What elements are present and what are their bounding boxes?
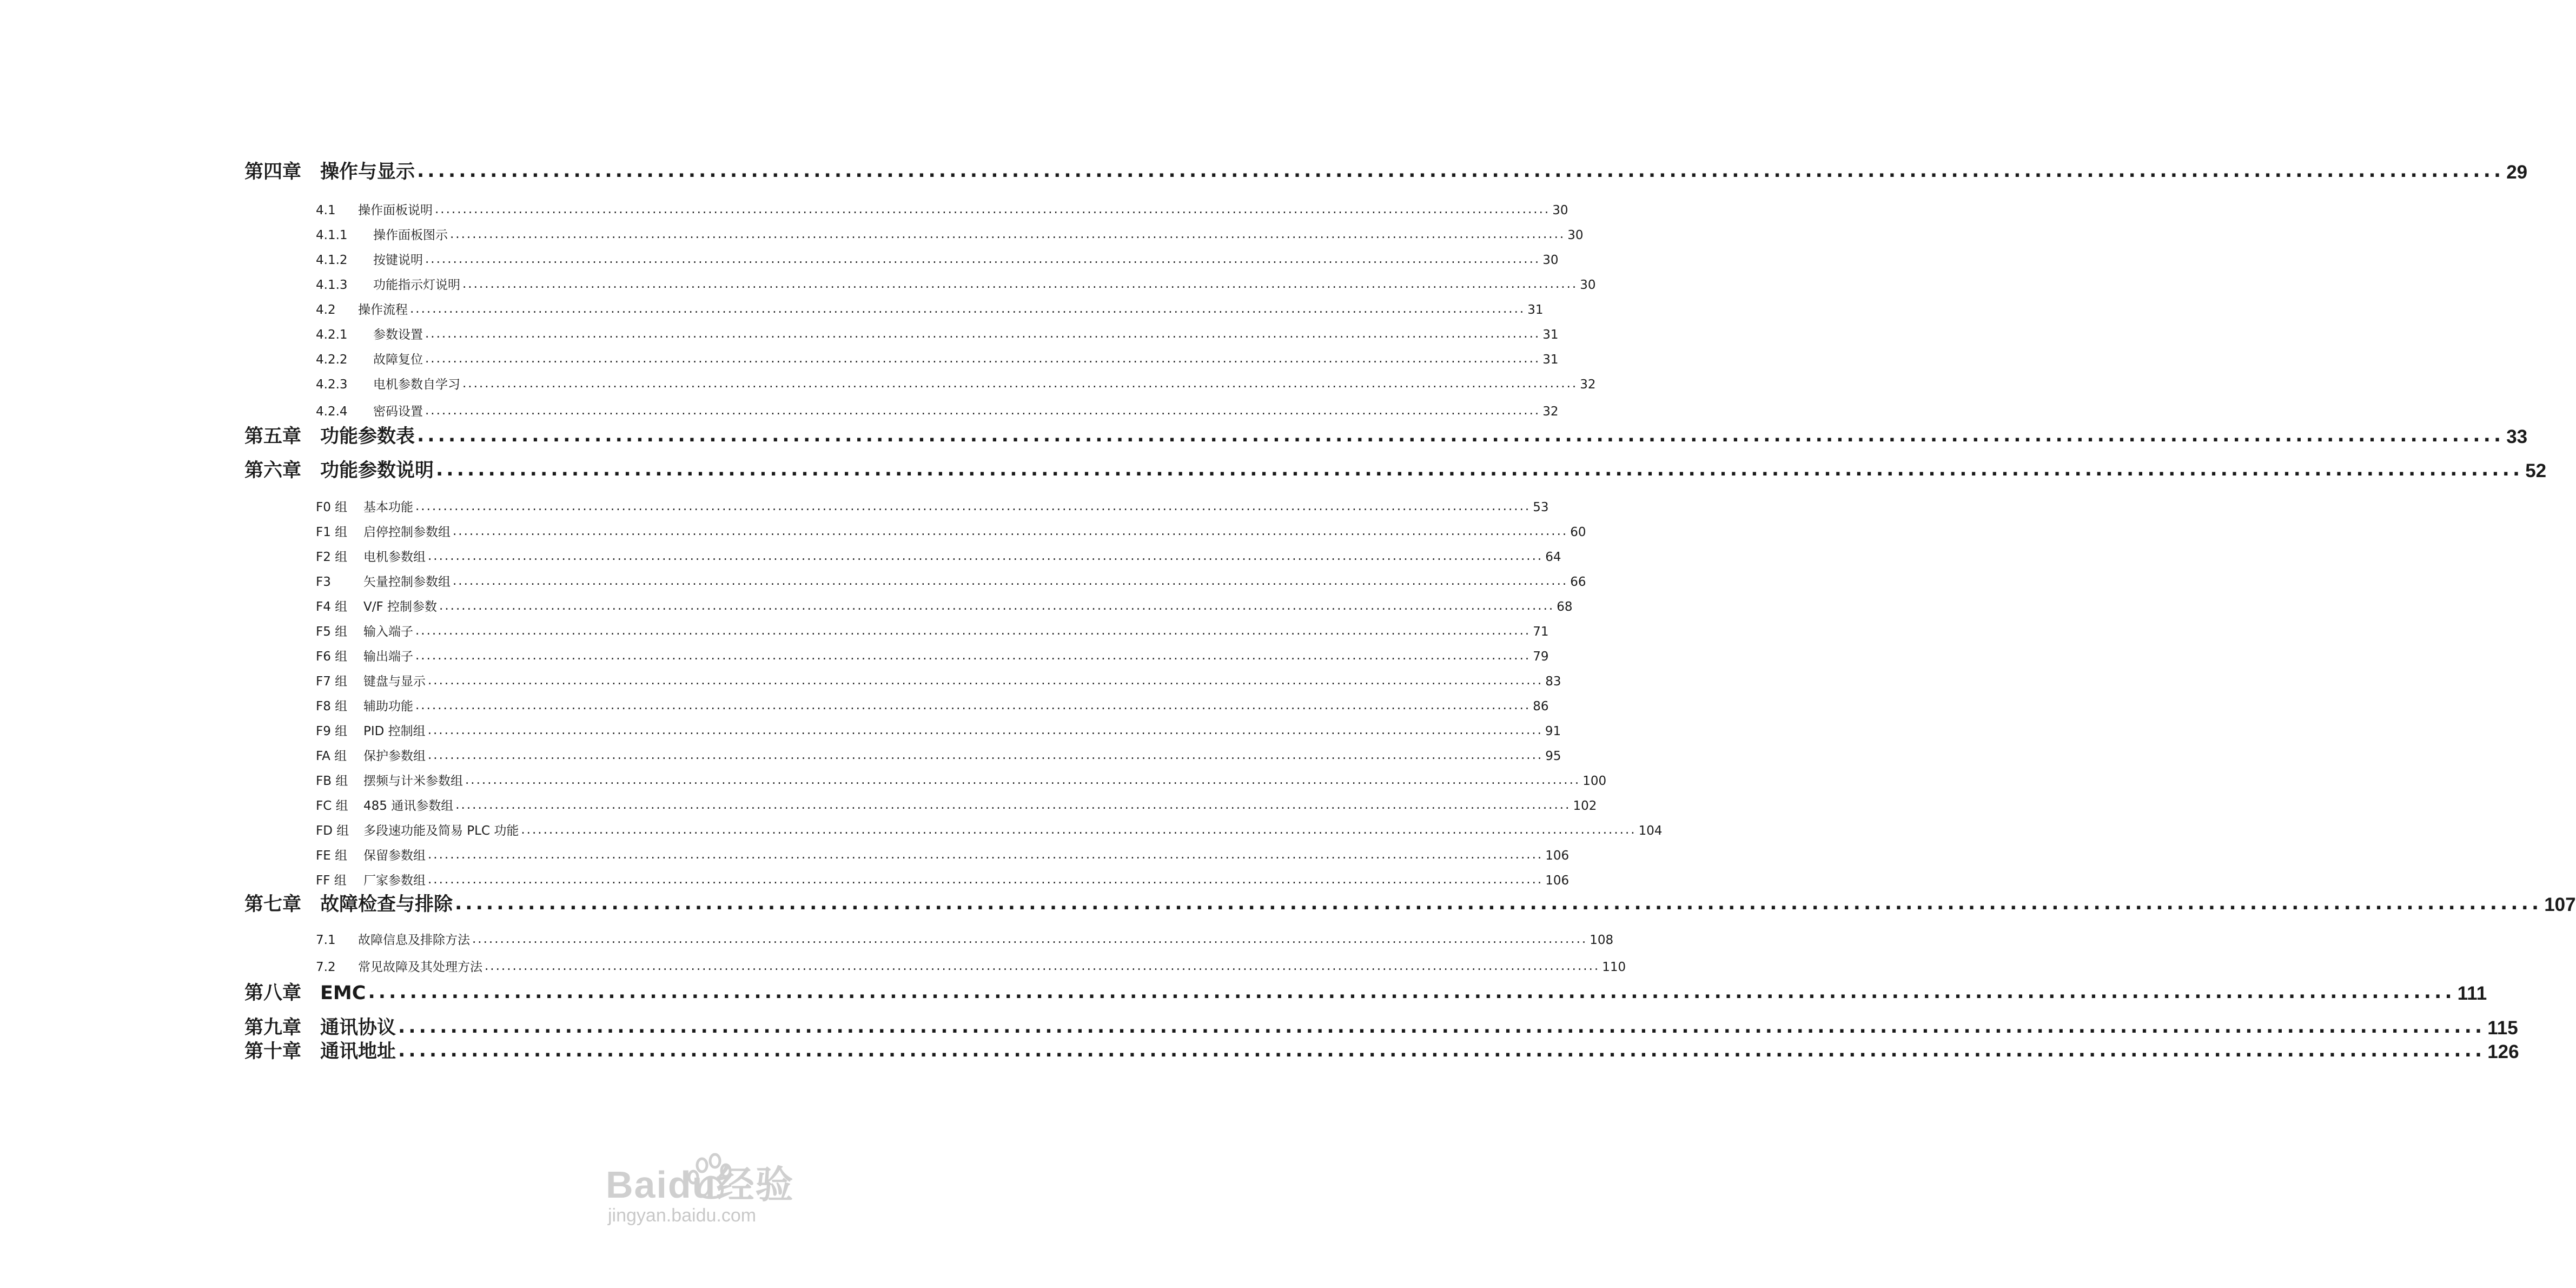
toc-section-entry bbox=[316, 930, 1614, 947]
dot-leader: ........................................................................................................................................................................................................ bbox=[453, 574, 1568, 588]
toc-section-entry bbox=[316, 647, 1549, 664]
toc-chapter-entry bbox=[244, 979, 2487, 1004]
toc-entry-title: 参数设置 bbox=[373, 328, 423, 342]
dot-leader: ........................................................................................................................................................................................................ bbox=[455, 798, 1571, 812]
dot-leader: ........................................................................................................................................................................................................ bbox=[428, 873, 1544, 887]
toc-section-entry bbox=[316, 957, 1626, 974]
toc-section-entry bbox=[316, 547, 1561, 564]
dot-leader: ........................................................................................................................................................................................................ bbox=[417, 160, 2505, 182]
toc-page-number: 66 bbox=[1570, 575, 1586, 589]
toc-entry-number: F7 组 bbox=[316, 675, 348, 689]
dot-leader: ........................................................................................................................................................................................................ bbox=[417, 425, 2505, 446]
toc-entry-title: 输出端子 bbox=[363, 650, 413, 664]
toc-entry-number: F3 bbox=[316, 575, 331, 589]
toc-page-number: 64 bbox=[1545, 550, 1561, 564]
watermark-logo bbox=[606, 1152, 806, 1228]
dot-leader: ........................................................................................................................................................................................................ bbox=[425, 404, 1541, 418]
toc-page-number: 100 bbox=[1582, 774, 1607, 788]
dot-leader: ........................................................................................................................................................................................................ bbox=[415, 499, 1531, 513]
toc-entry-number: 7.2 bbox=[316, 960, 336, 974]
toc-entry-number: 4.2.4 bbox=[316, 405, 348, 419]
toc-page-number: 30 bbox=[1567, 228, 1584, 242]
dot-leader: ........................................................................................................................................................................................................ bbox=[398, 1016, 2486, 1038]
toc-entry-number: FC 组 bbox=[316, 799, 348, 813]
toc-page-number: 110 bbox=[1602, 960, 1626, 974]
toc-section-entry bbox=[316, 622, 1549, 639]
toc-entry-title: 保护参数组 bbox=[363, 749, 426, 763]
toc-page-number: 91 bbox=[1545, 724, 1561, 738]
toc-page-number: 30 bbox=[1552, 203, 1568, 217]
toc-entry-title: 操作与显示 bbox=[320, 161, 415, 183]
toc-section-entry bbox=[316, 722, 1561, 738]
toc-page-number: 60 bbox=[1570, 525, 1586, 539]
toc-entry-number: F0 组 bbox=[316, 500, 348, 514]
toc-page-number: 33 bbox=[2506, 426, 2528, 447]
toc-section-entry bbox=[316, 402, 1559, 419]
toc-page-number: 68 bbox=[1557, 600, 1573, 614]
dot-leader: ........................................................................................................................................................................................................ bbox=[485, 959, 1600, 973]
toc-entry-title: 保留参数组 bbox=[363, 849, 426, 863]
toc-page-number: 108 bbox=[1590, 933, 1614, 947]
dot-leader: ........................................................................................................................................................................................................ bbox=[450, 227, 1566, 241]
toc-entry-number: F8 组 bbox=[316, 699, 348, 714]
toc-entry-title: 485 通讯参数组 bbox=[363, 799, 454, 813]
toc-entry-number: 第十章 bbox=[244, 1041, 302, 1062]
toc-entry-number: 7.1 bbox=[316, 933, 336, 947]
toc-section-entry bbox=[316, 672, 1561, 689]
watermark-brand: Baidu经验 bbox=[606, 1164, 794, 1206]
toc-entry-number: F1 组 bbox=[316, 525, 348, 539]
dot-leader: ........................................................................................................................................................................................................ bbox=[410, 302, 1526, 316]
toc-entry-number: 第六章 bbox=[244, 460, 302, 481]
toc-entry-number: 第九章 bbox=[244, 1017, 302, 1039]
toc-entry-number: 4.2.1 bbox=[316, 328, 348, 342]
toc-entry-title: 操作面板说明 bbox=[358, 203, 433, 217]
dot-leader: ........................................................................................................................................................................................................ bbox=[462, 377, 1578, 391]
toc-page-number: 83 bbox=[1545, 675, 1561, 689]
toc-entry-title: 电机参数自学习 bbox=[373, 378, 460, 392]
dot-leader: ........................................................................................................................................................................................................ bbox=[462, 277, 1578, 291]
toc-page-number: 107 bbox=[2544, 894, 2576, 915]
toc-entry-title: 键盘与显示 bbox=[363, 675, 426, 689]
toc-page-number: 95 bbox=[1545, 749, 1561, 763]
toc-entry-title: 多段速功能及简易 PLC 功能 bbox=[363, 824, 519, 838]
dot-leader: ........................................................................................................................................................................................................ bbox=[415, 698, 1531, 712]
toc-entry-number: 4.1.2 bbox=[316, 253, 348, 267]
toc-section-entry bbox=[316, 275, 1596, 292]
toc-entry-title: 密码设置 bbox=[373, 405, 423, 419]
toc-entry-title: 厂家参数组 bbox=[363, 874, 426, 888]
toc-entry-title: 功能参数表 bbox=[320, 426, 415, 447]
dot-leader: ........................................................................................................................................................................................................ bbox=[428, 549, 1544, 563]
toc-section-entry bbox=[316, 226, 1584, 242]
toc-entry-title: 通讯地址 bbox=[320, 1041, 396, 1062]
toc-section-entry bbox=[316, 821, 1663, 838]
toc-entry-title: 通讯协议 bbox=[320, 1017, 396, 1039]
toc-entry-number: FE 组 bbox=[316, 849, 348, 863]
toc-page-number: 71 bbox=[1533, 625, 1549, 639]
toc-section-entry bbox=[316, 697, 1549, 714]
dot-leader: ........................................................................................................................................................................................................ bbox=[415, 649, 1531, 663]
toc-page-number: 30 bbox=[1542, 253, 1559, 267]
toc-entry-title: 基本功能 bbox=[363, 500, 413, 514]
toc-entry-number: F4 组 bbox=[316, 600, 348, 614]
toc-page-number: 31 bbox=[1542, 328, 1559, 342]
dot-leader: ........................................................................................................................................................................................................ bbox=[439, 599, 1555, 613]
toc-entry-title: 电机参数组 bbox=[363, 550, 426, 564]
toc-chapter-entry bbox=[244, 457, 2547, 481]
toc-entry-number: FF 组 bbox=[316, 874, 347, 888]
toc-section-entry bbox=[316, 796, 1597, 813]
toc-section-entry bbox=[316, 325, 1559, 342]
dot-leader: ........................................................................................................................................................................................................ bbox=[453, 524, 1568, 538]
toc-section-entry bbox=[316, 771, 1607, 788]
toc-section-entry bbox=[316, 498, 1549, 514]
toc-page-number: 31 bbox=[1527, 303, 1544, 317]
toc-page-number: 53 bbox=[1533, 500, 1549, 514]
toc-entry-title: 操作流程 bbox=[358, 303, 408, 317]
toc-entry-title: 功能指示灯说明 bbox=[373, 278, 460, 292]
toc-page-number: 30 bbox=[1580, 278, 1596, 292]
toc-entry-number: FA 组 bbox=[316, 749, 347, 763]
toc-page-number: 31 bbox=[1542, 353, 1559, 367]
toc-page-number: 52 bbox=[2525, 460, 2547, 481]
toc-entry-title: 故障检查与排除 bbox=[320, 894, 453, 915]
toc-entry-number: 4.2.2 bbox=[316, 353, 348, 367]
toc-section-entry bbox=[316, 250, 1559, 267]
toc-entry-title: 按键说明 bbox=[373, 253, 423, 267]
dot-leader: ........................................................................................................................................................................................................ bbox=[435, 202, 1551, 216]
toc-entry-title: V/F 控制参数 bbox=[363, 600, 438, 614]
toc-entry-number: F5 组 bbox=[316, 625, 348, 639]
toc-entry-title: 输入端子 bbox=[363, 625, 413, 639]
toc-chapter-entry bbox=[244, 1014, 2518, 1039]
toc-chapter-entry bbox=[244, 1038, 2519, 1062]
toc-entry-number: 第四章 bbox=[244, 161, 302, 183]
dot-leader: ........................................................................................................................................................................................................ bbox=[428, 673, 1544, 688]
toc-chapter-entry bbox=[244, 890, 2576, 915]
toc-page-number: 32 bbox=[1580, 378, 1596, 392]
toc-entry-number: 4.2 bbox=[316, 303, 336, 317]
dot-leader: ........................................................................................................................................................................................................ bbox=[415, 624, 1531, 638]
toc-entry-number: F9 组 bbox=[316, 724, 348, 738]
toc-section-entry bbox=[316, 871, 1570, 888]
toc-entry-number: 4.1.3 bbox=[316, 278, 348, 292]
toc-section-entry bbox=[316, 201, 1568, 217]
toc-entry-number: 4.2.3 bbox=[316, 378, 348, 392]
paw-icon bbox=[687, 1152, 736, 1201]
toc-entry-title: 摆频与计米参数组 bbox=[363, 774, 463, 788]
dot-leader: ........................................................................................................................................................................................................ bbox=[521, 823, 1637, 837]
toc-entry-number: 第七章 bbox=[244, 894, 302, 915]
toc-entry-title: 矢量控制参数组 bbox=[363, 575, 451, 589]
toc-page-number: 115 bbox=[2487, 1018, 2518, 1039]
toc-chapter-entry bbox=[244, 158, 2528, 183]
dot-leader: ........................................................................................................................................................................................................ bbox=[425, 252, 1541, 266]
toc-page-number: 102 bbox=[1573, 799, 1597, 813]
toc-page-number: 106 bbox=[1545, 849, 1570, 863]
toc-entry-number: F2 组 bbox=[316, 550, 348, 564]
toc-page-number: 111 bbox=[2457, 983, 2487, 1004]
toc-page-number: 86 bbox=[1533, 699, 1549, 714]
dot-leader: ........................................................................................................................................................................................................ bbox=[425, 352, 1541, 366]
dot-leader: ........................................................................................................................................................................................................ bbox=[428, 848, 1544, 862]
toc-entry-number: 第八章 bbox=[244, 982, 302, 1004]
toc-section-entry bbox=[316, 572, 1586, 589]
toc-entry-title: 操作面板图示 bbox=[373, 228, 448, 242]
toc-page-number: 32 bbox=[1542, 405, 1559, 419]
toc-entry-number: 4.1 bbox=[316, 203, 336, 217]
toc-entry-title: 故障复位 bbox=[373, 353, 423, 367]
dot-leader: ........................................................................................................................................................................................................ bbox=[368, 981, 2455, 1003]
dot-leader: ........................................................................................................................................................................................................ bbox=[455, 893, 2542, 914]
dot-leader: ........................................................................................................................................................................................................ bbox=[425, 327, 1541, 341]
toc-entry-title: 辅助功能 bbox=[363, 699, 413, 714]
dot-leader: ........................................................................................................................................................................................................ bbox=[428, 748, 1544, 762]
toc-entry-number: F6 组 bbox=[316, 650, 348, 664]
toc-entry-title: PID 控制组 bbox=[363, 724, 426, 738]
toc-section-entry bbox=[316, 375, 1596, 392]
toc-entry-title: 功能参数说明 bbox=[320, 460, 434, 481]
toc-page-number: 106 bbox=[1545, 874, 1570, 888]
watermark-url: jingyan.baidu.com bbox=[608, 1205, 757, 1226]
toc-entry-title: 常见故障及其处理方法 bbox=[358, 960, 482, 974]
toc-entry-title: 启停控制参数组 bbox=[363, 525, 451, 539]
toc-entry-number: 4.1.1 bbox=[316, 228, 348, 242]
toc-page-number: 29 bbox=[2506, 162, 2528, 183]
dot-leader: ........................................................................................................................................................................................................ bbox=[436, 459, 2524, 480]
toc-entry-number: 第五章 bbox=[244, 426, 302, 447]
toc-section-entry bbox=[316, 747, 1561, 763]
toc-entry-number: FD 组 bbox=[316, 824, 349, 838]
toc-page-number: 104 bbox=[1638, 824, 1663, 838]
toc-chapter-entry bbox=[244, 422, 2528, 447]
toc-section-entry bbox=[316, 597, 1573, 614]
toc-entry-title: EMC bbox=[320, 982, 366, 1004]
dot-leader: ........................................................................................................................................................................................................ bbox=[398, 1040, 2486, 1061]
toc-entry-title: 故障信息及排除方法 bbox=[358, 933, 470, 947]
toc-section-entry bbox=[316, 523, 1586, 539]
toc-entry-number: FB 组 bbox=[316, 774, 348, 788]
toc-section-entry bbox=[316, 300, 1544, 317]
dot-leader: ........................................................................................................................................................................................................ bbox=[465, 773, 1581, 787]
toc-section-entry bbox=[316, 846, 1570, 863]
toc-section-entry bbox=[316, 350, 1559, 367]
dot-leader: ........................................................................................................................................................................................................ bbox=[427, 723, 1543, 737]
dot-leader: ........................................................................................................................................................................................................ bbox=[472, 932, 1588, 946]
toc-page-number: 126 bbox=[2487, 1041, 2519, 1062]
toc-page-number: 79 bbox=[1533, 650, 1549, 664]
